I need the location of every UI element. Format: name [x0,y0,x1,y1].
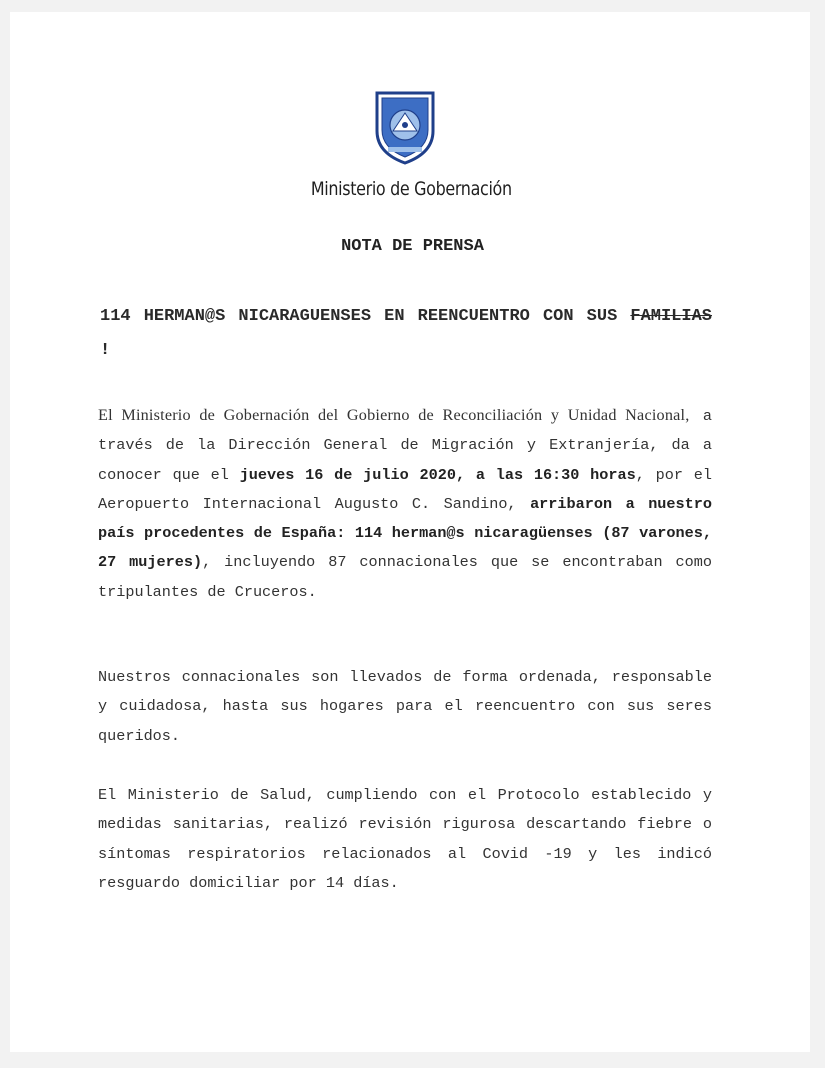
body-paragraph-2: Nuestros connacionales son llevados de forma ordenada, responsable y cuidadosa, hasta sus hogares para el reencuentro con sus seres queridos. [98,668,712,745]
ministry-seal-logo [374,87,436,165]
headline [100,300,712,368]
ministry-name: Ministerio de Gobernación [310,178,512,200]
arrival-summary: arribaron a nuestro país procedentes de España: 114 herman@s nicaragüenses (87 varones, 27 mujeres) [98,494,712,572]
paragraph-1-text-b: , por el Aeropuerto Internacional Augusto C. Sandino, [98,465,712,513]
headline-prefix: 114 HERMAN@S NICARAGUENSES EN REENCUENTRO CON SUS [100,307,631,326]
arrival-datetime: jueves 16 de julio 2020, a las 16:30 horas [239,465,636,484]
paragraph-1-lead: El Ministerio de Gobernación del Gobierno de Reconciliación y Unidad Nacional, [98,406,690,424]
press-release-title: NOTA DE PRENSA [341,237,484,256]
paragraph-1-text-c: , incluyendo 87 connacionales que se encontraban como tripulantes de Cruceros. [98,553,712,601]
body-paragraph-1 [98,401,712,607]
body-paragraph-3: El Ministerio de Salud, cumpliendo con el Protocolo establecido y medidas sanitarias, realizó revisión rigurosa descartando fiebre o síntomas respiratorios relacionados al Covid -19 y les indicó resguardo domiciliar por 14 días. [98,786,712,892]
headline-struck-word: FAMILIAS [630,307,712,326]
headline-suffix: ! [100,341,111,360]
paragraph-1-text-a: a través de la Dirección General de Migración y Extranjería, da a conocer que el [98,407,712,484]
